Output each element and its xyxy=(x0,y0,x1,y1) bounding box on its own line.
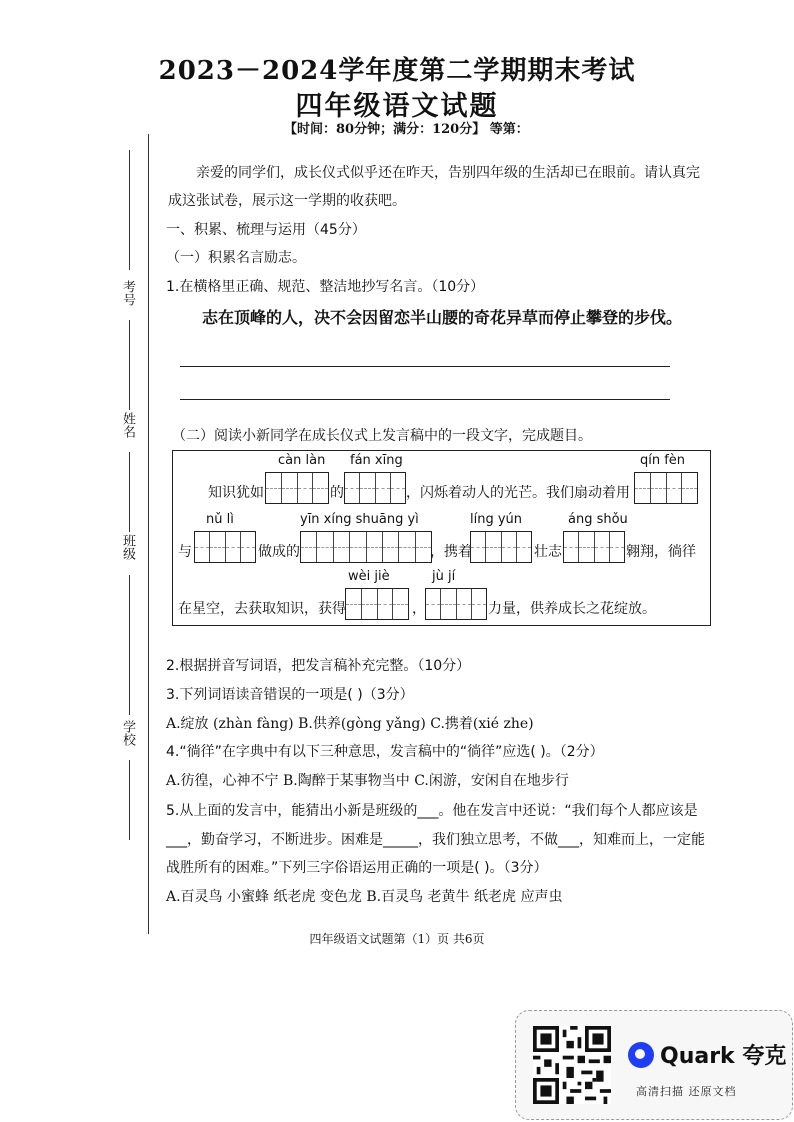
passage-text: 与 xyxy=(178,544,192,560)
binding-line xyxy=(148,134,149,934)
question-5-line-2: ___，勤奋学习，不断进步。困难是_____，我们独立思考，不做___，知难而上，一定能 xyxy=(166,832,705,848)
quark-logo-icon xyxy=(628,1042,654,1068)
question-5-line-3: 战胜所有的困难。”下列三字俗语运用正确的一项是( )。（3分） xyxy=(166,860,548,876)
section-heading: 一、积累、梳理与运用（45分） xyxy=(166,222,366,238)
exam-title: 2023－2024学年度第二学期期末考试 xyxy=(158,56,636,86)
pinyin-nu-li: nǔ lì xyxy=(206,512,234,527)
question-4-options: A.彷徨，心神不宁 B.陶醉于某事物当中 C.闲游，安闲自在地步行 xyxy=(166,773,569,789)
name-label: 姓名 xyxy=(120,412,135,438)
passage-text: 翱翔，徜徉 xyxy=(626,544,696,560)
qr-code-icon xyxy=(533,1026,611,1104)
passage-text: ，闪烁着动人的光芒。我们扇动着用 xyxy=(406,485,630,501)
answer-box-can-lan[interactable] xyxy=(265,472,329,504)
side-rule xyxy=(129,452,130,532)
answer-box-qin-fen[interactable] xyxy=(634,472,698,504)
answer-box-wei-jie[interactable] xyxy=(345,588,409,620)
exam-subtitle: 四年级语文试题 xyxy=(295,91,499,122)
subsection-1: （一）积累名言励志。 xyxy=(166,250,306,266)
passage-text: 在星空，去获取知识，获得 xyxy=(178,601,346,617)
answer-box-yin-xing-shuang-yi[interactable] xyxy=(300,531,432,563)
writing-line xyxy=(180,399,670,400)
passage-text: 的 xyxy=(330,485,344,501)
answer-box-ju-ji[interactable] xyxy=(425,588,487,620)
passage-text: 知识犹如 xyxy=(208,485,264,501)
answer-box-ang-shou[interactable] xyxy=(563,531,625,563)
intro-line-1: 亲爱的同学们，成长仪式似乎还在昨天，告别四年级的生活却已在眼前。请认真完 xyxy=(196,165,700,181)
school-label: 学校 xyxy=(120,720,135,746)
question-1: 1.在横格里正确、规范、整洁地抄写名言。（10分） xyxy=(166,279,485,295)
passage-text: 力量，供养成长之花绽放。 xyxy=(488,601,656,617)
intro-line-2: 成这张试卷，展示这一学期的收获吧。 xyxy=(168,193,406,209)
side-rule xyxy=(129,150,130,270)
pinyin-wei-jie: wèi jiè xyxy=(348,569,390,584)
pinyin-fan-xing: fán xīng xyxy=(350,453,403,468)
class-label: 班级 xyxy=(120,534,135,560)
passage-text: ，携着 xyxy=(430,544,472,560)
pinyin-qin-fen: qín fèn xyxy=(640,453,686,468)
question-4: 4.“徜徉”在字典中有以下三种意思，发言稿中的“徜徉”应选( )。（2分） xyxy=(166,744,604,760)
quark-watermark xyxy=(515,1010,793,1120)
side-rule xyxy=(129,320,130,410)
subsection-2: （二）阅读小新同学在成长仪式上发言稿中的一段文字，完成题目。 xyxy=(172,428,592,444)
passage-text: 壮志 xyxy=(534,544,562,560)
quark-tagline: 高清扫描 还原文档 xyxy=(636,1085,737,1098)
pinyin-yin-xing-shuang-yi: yīn xíng shuāng yì xyxy=(300,512,419,527)
answer-box-fan-xing[interactable] xyxy=(344,472,406,504)
answer-box-ling-yun[interactable] xyxy=(470,531,532,563)
question-5-line-1: 5.从上面的发言中，能猜出小新是班级的___。他在发言中还说：“我们每个人都应该是 xyxy=(166,803,698,819)
writing-line xyxy=(180,366,670,367)
page-footer: 四年级语文试题第（1）页 共6页 xyxy=(309,932,485,946)
question-5-options: A.百灵鸟 小蜜蜂 纸老虎 变色龙 B.百灵鸟 老黄牛 纸老虎 应声虫 xyxy=(166,889,563,905)
pinyin-ju-ji: jù jí xyxy=(432,569,456,584)
pinyin-ang-shou: áng shǒu xyxy=(568,512,628,527)
question-2: 2.根据拼音写词语，把发言稿补充完整。（10分） xyxy=(166,658,471,674)
pinyin-can-lan: càn làn xyxy=(278,453,326,468)
pinyin-ling-yun: líng yún xyxy=(470,512,523,527)
exam-meta: 【时间：80分钟；满分：120分】 等第： xyxy=(284,122,529,137)
quark-brand: Quark 夸克 xyxy=(660,1044,787,1069)
quote-text: 志在顶峰的人，决不会因留恋半山腰的奇花异草而停止攀登的步伐。 xyxy=(202,308,683,327)
side-rule xyxy=(129,760,130,840)
answer-box-nu-li[interactable] xyxy=(194,531,256,563)
question-3-options: A.绽放 (zhàn fàng) B.供养(gòng yǎng) C.携着(xié zhe) xyxy=(166,716,534,732)
side-rule xyxy=(129,575,130,715)
passage-text: 做成的 xyxy=(258,544,300,560)
question-3: 3.下列词语读音错误的一项是( )（3分） xyxy=(166,687,414,703)
passage-text: ， xyxy=(412,601,426,617)
exam-no-label: 考号 xyxy=(120,280,135,306)
